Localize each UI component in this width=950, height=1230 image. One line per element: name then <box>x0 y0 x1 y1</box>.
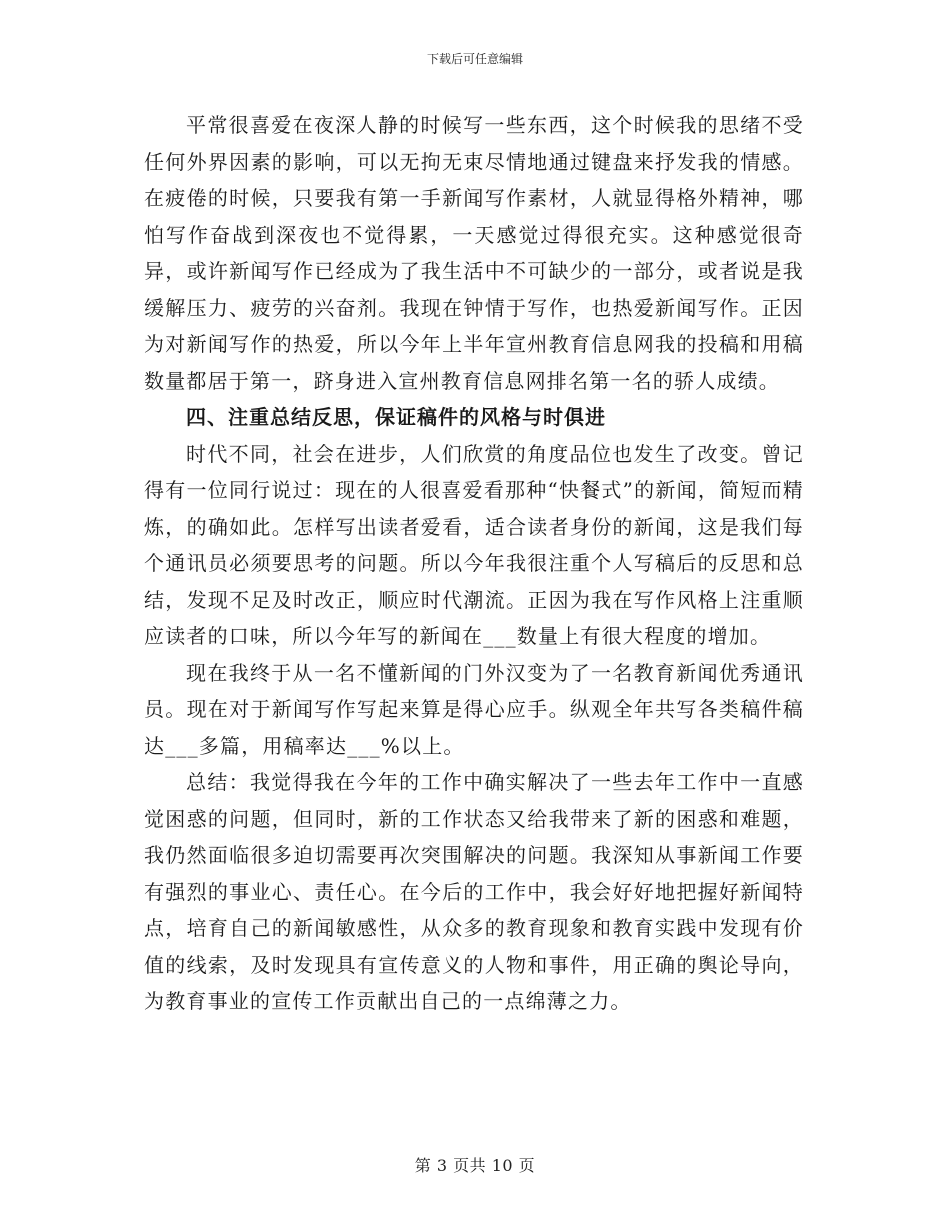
paragraph-reflection: 时代不同，社会在进步，人们欣赏的角度品位也发生了改变。曾记得有一位同行说过：现在的人很喜爱看那种“快餐式”的新闻，简短而精炼，的确如此。怎样写出读者爱看，适合读者身份的新闻，这是我们每个通讯员必须要思考的问题。所以今年我很注重个人写稿后的反思和总结，发现不足及时改正，顺应时代潮流。正因为我在写作风格上注重顺应读者的口味，所以今年写的新闻在___数量上有很大程度的增加。 <box>144 441 804 648</box>
paragraph-achievement: 现在我终于从一名不懂新闻的门外汉变为了一名教育新闻优秀通讯员。现在对于新闻写作写起来算是得心应手。纵观全年共写各类稿件稿达___多篇，用稿率达___%以上。 <box>144 660 804 758</box>
page-number: 第 3 页共 10 页 <box>414 1156 536 1175</box>
document-body <box>144 107 804 1020</box>
page-header: 下载后可任意编辑 <box>426 52 523 66</box>
paragraph-summary: 总结：我觉得我在今年的工作中确实解决了一些去年工作中一直感觉困惑的问题，但同时，新的工作状态又给我带来了新的困惑和难题，我仍然面临很多迫切需要再次突围解决的问题。我深知从事新闻工作要有强烈的事业心、责任心。在今后的工作中，我会好好地把握好新闻特点，培育自己的新闻敏感性，从众多的教育现象和教育实践中发现有价值的线索，及时发现具有宣传意义的人物和事件，用正确的舆论导向，为教育事业的宣传工作贡献出自己的一点绵薄之力。 <box>144 770 804 1013</box>
paragraph-writing-passion: 平常很喜爱在夜深人静的时候写一些东西，这个时候我的思绪不受任何外界因素的影响，可以无拘无束尽情地通过键盘来抒发我的情感。在疲倦的时候，只要我有第一手新闻写作素材，人就显得格外精神，哪怕写作奋战到深夜也不觉得累，一天感觉过得很充实。这种感觉很奇异，或许新闻写作已经成为了我生活中不可缺少的一部分，或者说是我缓解压力、疲劳的兴奋剂。我现在钟情于写作，也热爱新闻写作。正因为对新闻写作的热爱，所以今年上半年宣州教育信息网我的投稿和用稿数量都居于第一，跻身进入宣州教育信息网排名第一名的骄人成绩。 <box>144 113 804 393</box>
section-heading: 四、注重总结反思，保证稿件的风格与时俱进 <box>186 405 606 429</box>
